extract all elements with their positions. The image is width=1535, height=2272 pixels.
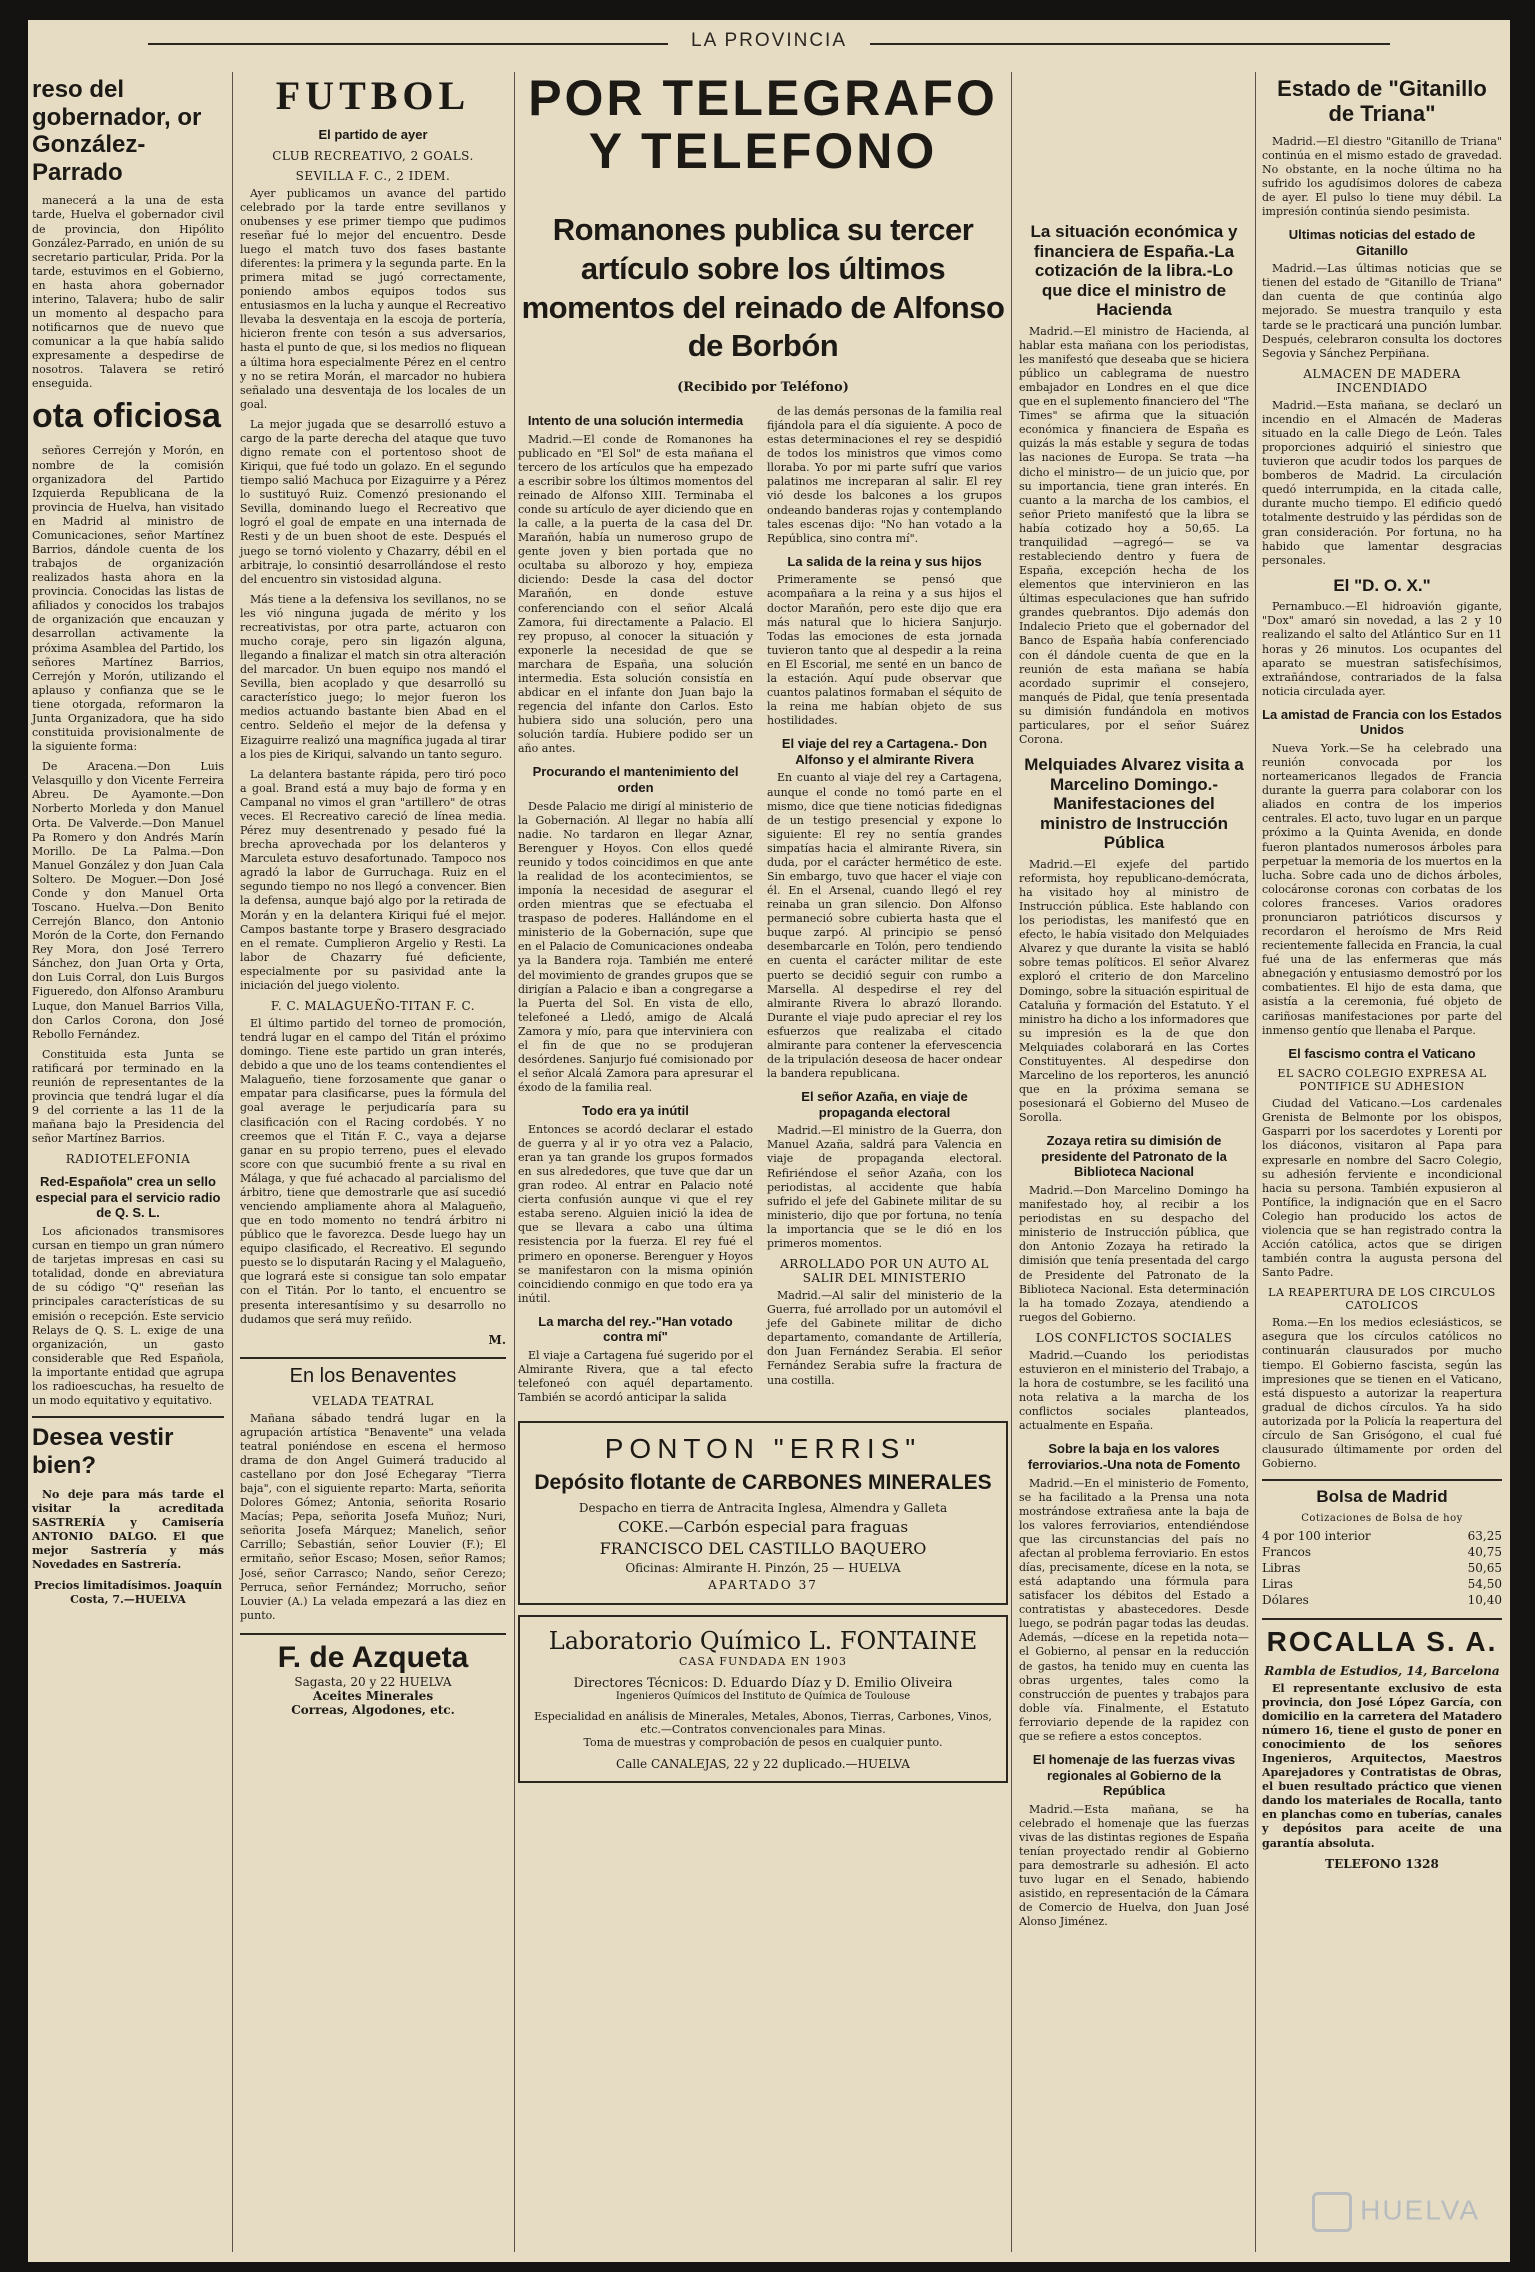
bolsa-table [1262, 1528, 1502, 1608]
marcha-text: El viaje a Cartagena fué sugerido por el Almirante Rivera, que a tal efecto telefoneó con aquél departamento. También se acordó anticipar la salida [518, 1349, 753, 1405]
archive-emblem-icon [1312, 2192, 1352, 2232]
intento-text: Madrid.—El conde de Romanones ha publicado en "El Sol" de esta mañana el tercero de los artículos que ha empezado a escribir sobre los últimos momentos del reinado de Alfonso XIII. Terminaba el conde su artículo de ayer diciendo que en la calle, a la puerta de la casa del Dr. Marañón, había un numeroso grupo de gente joven y bien portada que no ocultaba su alborozo y hoy, empieza diciendo: Desde la casa del doctor Marañón, en donde estuve conferenciando con el señor Alcalá Zamora, fui directamente a Palacio. El rey propuso, al conocer la situación y exponerle la necesidad de que se marchara de España, una solución intermedia. Esta solución consistía en abdicar en el infante don Juan bajo la regencia del infante don Carlos. Esto hubiera sido una solución, pero una solución tardía. Hubiere podido ser un año antes. [518, 432, 753, 756]
fontaine-special2: Toma de muestras y comprobación de pesos en cualquier punto. [583, 1736, 943, 1750]
arrollado-text: Madrid.—Al salir del ministerio de la Guerra, fué arrollado por un automóvil el jefe del Gabinete militar de dicho departamento, comandante de Artillería, don Juan Fernández Serabia. El señor Fernández Serabia sufre la fractura de una costilla. [767, 1289, 1002, 1387]
viaje-heading: El viaje del rey a Cartagena.- Don Alfonso y el almirante Rivera [781, 736, 988, 767]
futbol-text-4: La delantera bastante rápida, pero tiró poco a goal. Brand está a muy bajo de forma y en Campanal no vimos el gran "artillero" de otras veces. El Recreativo careció de línea media. Pérez muy desentrenado y pesado fué la brecha aprovechada por los delanteros y Marculeta estuvo desafortunado. Tampoco nos agradó la labor de Gurruchaga. Ruiz en el segundo tiempo no nos llegó a convencer. Bien la defensa, aunque bajó algo por la retirada de Morán y en la delantera Kiriqui fué el mejor. Campos bastante torpe y Brasero desgraciado en el remate. Cumplieron Argelio y Resti. La labor de Chazarry fué deficiente, especialmente por su pasividad ante la iniciación del juego violento. [240, 767, 506, 992]
azqueta-address: Sagasta, 20 y 22 HUELVA [294, 1674, 452, 1689]
dox-text: Pernambuco.—El hidroavión gigante, "Dox" amaró sin novedad, a las 2 y 10 realizando el salto del Atlántico Sur en 11 horas y 26 minutos. Los ocupantes del aparato se muestran satisfechísimos, extrañándose, contrariados de la falsa noticia circulada ayer. [1262, 600, 1502, 698]
todo-inutil-text: Entonces se acordó declarar el estado de guerra y al ir yo otra vez a Palacio, eran ya tan grande los grupos formados en sus alrededores, que tuve que dar un gran rodeo. Al entrar en Palacio noté cierta confusión aunque vi que el rey estaba sereno. Alguien inició la idea de que se llevara a cabo una última resistencia por la fuerza. El rey fué el primero en oponerse. Berenguer y Hoyos se manifestaron con la misma opinión coincidiendo conmigo en que todo era ya inútil. [518, 1122, 753, 1305]
almacen-text: Madrid.—Esta mañana, se declaró un incendio en el Almacén de Maderas situado en la calle Diego de León. Tales proporciones adquirió el siniestro que tuvieron que acudir todos los parques de bomberos de Madrid. La circulación quedó interrumpida, en la citada calle, durante mucho tiempo. El edificio quedó totalmente destruido y las pérdidas son de gran consideración. Por fortuna, no ha habido que lamentar desgracias personales. [1262, 398, 1502, 567]
radio-section-label: RADIOTELEFONIA [65, 1152, 191, 1167]
column-2 [236, 72, 510, 2252]
column-rule [1255, 72, 1256, 2252]
situacion-text: Madrid.—El ministro de Hacienda, al hablar esta mañana con los periodistas, les manifestó que deseaba que se hiciera público un cablegrama de nuestro embajador en Londres en el que dice que en el suplemento financiero del "The Times" se afirma que la situación económica y financiera de España es quizás la más estable y segura de todas las naciones de Europa. Se trata —ha dicho el ministro— de un juicio que, por su importancia, tiene gran interés. En cuanto a la marcha de los cambios, el señor Prieto manifestó que la libra se había cotizado hoy a 50,65. La tranquilidad —agregó— se va restableciendo dentro y fuera de España, excepción hecha de los elementos que intervinieron en las últimas especulaciones que han sufrido grandes quebrantos. Dijo además don Indalecio Prieto que el gobernador del Banco de España había conferenciado con él dándole cuenta de que en la reunión de esta mañana se había acordado suprimir el consejero, manqués de Pidal, que tenía presentada su dimisión fundándola en motivos particulares, por el señor Suárez Corona. [1019, 324, 1249, 746]
fontaine-title: Laboratorio Químico L. FONTAINE [548, 1627, 978, 1656]
situacion-headline: La situación económica y financiera de España.-La cotización de la libra.-Lo que dice el ministro de Hacienda [1030, 222, 1238, 320]
benaventes-title: En los Benaventes [240, 1357, 506, 1388]
almacen-heading: ALMACEN DE MADERA INCENDIADO [1303, 366, 1461, 395]
fontaine-special1: Especialidad en análisis de Minerales, Metales, Abonos, Tierras, Carbones, Vinos, etc.—Contratos convencionales para Minas. [534, 1710, 992, 1737]
column-3 [518, 72, 1008, 2252]
table-row: Liras 54,50 [1262, 1576, 1502, 1591]
ponton-line1: Despacho en tierra de Antracita Inglesa, Almendra y Galleta [578, 1501, 948, 1516]
signature: M. [488, 1332, 506, 1347]
recibido-label: (Recibido por Teléfono) [677, 380, 849, 395]
reapertura-text: Roma.—En los medios eclesiásticos, se asegura que los círculos católicos no continuarán clausurados por mucho tiempo. El Gobierno fascista, según las impresiones que se tienen en el Vaticano, está dispuesto a autorizar la reapertura gradual de dichos círculos. Ya ha sido autorizada por la Policía la reapertura del círculo de San Grisógono, el cual fué clausurado últimamente por orden del Gobierno. [1262, 1316, 1502, 1471]
procurando-text: Desde Palacio me dirigí al ministerio de la Gobernación. Al llegar no había allí nadie. No tardaron en llegar Aznar, Berenguer y Hoyos. Con ellos quedé reunido y todos coincidimos en que ante la realidad de los acontecimientos, se imponía la necesidad de asegurar el orden mientras que se efectuaba el traspaso de poderes. Hallándome en el ministerio de la Gobernación, supe que en el Palacio de Comunicaciones ondeaba ya la Bandera roja. También me enteré del movimiento de grandes grupos que se dirigían a Palacio e iban a congregarse a la Puerta del Sol. En vista de ello, telefoneé a Lledó, amigo de Alcalá Zamora y mío, para que interviniera con el fin de que no se produjeran desórdenes. Sanjurjo fué comisionado por el señor Alcalá Zamora para apresurar el éxodo de la familia real. [518, 799, 753, 1095]
score-recreativo: CLUB RECREATIVO, 2 GOALS. [272, 148, 474, 163]
velada-subtitle: VELADA TEATRAL [312, 1393, 434, 1408]
francia-text: Nueva York.—Se ha celebrado una reunión convocada por los norteamericanos llegados de Francia durante la guerra para colaborar con los aliados en contra de los imperios centrales. El acto, tuvo lugar en un parque próximo a la Quinta Avenida, en donde fueron plantados numerosos árboles para perpetuar la memoria de los muertos en la lucha. Sobre cada uno de dichos árboles, colocáronse coronas con corbatas de los colores franceses. Varios oradores pronunciaron patrióticos discursos y recordaron el heroísmo de Mrs Reid recientemente fallecida en Francia, la cual fué una de las enfermeras que más abnegación y entusiasmo demostró por los combatientes. El hijo de esta dama, que asistía a la ceremonia, fué objeto de cariñosas manifestaciones por parte del inmenso gentío que llenaba el Parque. [1262, 742, 1502, 1037]
romanones-headline: Romanones publica su tercer artículo sobre los últimos momentos del reinado de Alfonso de Borbón [521, 212, 1005, 364]
radio-text: Los aficionados transmisores cursan en tiempo un gran número de tarjetas impresas en casi su totalidad, donde en abreviatura de su código "Q" reseñan las principales características de su emisión o recepción. Este servicio Relays de Q. S. L. exige de una organización, un gasto considerable que Red Española, la importante entidad que agrupa los radioescuchas, ha resuelto de un modo equitativo y equitativo. [32, 1225, 224, 1408]
rocalla-telefono: TELEFONO 1328 [1325, 1856, 1439, 1871]
melquiades-text: Madrid.—El exjefe del partido reformista, hoy republicano-demócrata, ha visitado hoy al ministro de Instrucción pública. Este hablando con los periodistas, les manifestó que en efecto, le había visitado don Melquiades Alvarez y que durante la visita se habló sobre temas políticos. El señor Alvarez exploró el criterio de don Marcelino Domingo, sobre la situación espiritual de Cataluña y formación del Estatuto. Y el ministro ha dicho a los informadores que su impresión es la de que don Melquiades colaborará en las Cortes Constituyentes. Al despedirse don Marcelino de los reporteros, les anunció que en la próxima semana se posesionará el Gobierno del Museo de Sorolla. [1019, 857, 1249, 1125]
futbol-text-3: Más tiene a la defensiva los sevillanos, no se les vió ninguna jugada de mérito y los recreativistas, por otra parte, actuaron con mucho coraje, pero sin ligazón alguna, llegando a finalizar el match sin otra alteración del marcador. Un buen equipo nos mandó el Sevilla, bien acoplado y que desarrolló su característico juego; lo mejor fueron los medios actuando bastante bien Abad en el centro. Seldeño el mejor de la defensa y Eizaguirre realizó una magnífica jugada al tirar a los pies de Kiriqui, salvando un tanto seguro. [240, 592, 506, 761]
column-1 [28, 72, 228, 2252]
salida-text: Primeramente se pensó que acompañara a la reina y a sus hijos el doctor Marañón, pero este dijo que era más natural que lo hiciera Sanjurjo. Todas las emociones de esta jornada tuvieron tanto que al despedir a la reina en El Escorial, me senté en un banco de la estación. Aquí pude observar que cuantos palatinos formaban el séquito de la reina me habían objeto de sus hostilidades. [767, 573, 1002, 728]
score-sevilla: SEVILLA F. C., 2 IDEM. [295, 168, 451, 183]
azana-heading: El señor Azaña, en viaje de propaganda electoral [801, 1089, 968, 1120]
baja-text: Madrid.—En el ministerio de Fomento, se ha facilitado a la Prensa una nota mostrándose extrañesa ante la baja de los valores ferroviarios, entendiéndose que las circunstancias del país no afectan al problema ferroviario. En estos días, precisamente, dícese en la nota, se está adaptando una fórmula para satisfacer los débitos del Estado a contratistas y abastecedores. Desde luego, se podrán pagar todas las deudas. Además, —dícese en la repetida nota— el Gobierno, al pensar en la reducción de gastos, ha tenido muy en cuenta las obras urgentes, tales como la construcción de puentes y trabajos para doble vía. Finalmente, el Estatuto ferroviario depende de la rapidez con que se refiere a estos conceptos. [1019, 1476, 1249, 1743]
table-row: Dólares 10,40 [1262, 1592, 1502, 1607]
column-4 [1015, 72, 1253, 2252]
column-rule [514, 72, 515, 2252]
archive-watermark [1312, 2192, 1480, 2232]
ponton-erris-ad [518, 1421, 1008, 1605]
homenaje-headline: El homenaje de las fuerzas vivas regionales al Gobierno de la República [1032, 1752, 1236, 1799]
fascismo-text: Ciudad del Vaticano.—Los cardenales Grenista de Belmonte por los obispos, Gasparri por los sacerdotes y Lorenti por los diáconos, visitaron al Papa para expresarle en nombre del Sacro Colegio, su adhesión ferviente e incondicional hacia su persona. También expusieron al Pontífice, la indignación que en el Sacro Colegio han producido los actos de violencia que se han registrado contra la Acción católica, actos que se dirigen también contra la augusta persona del Santo Padre. [1262, 1097, 1502, 1280]
marcha-heading: La marcha del rey.-"Han votado contra mí" [538, 1313, 733, 1345]
azqueta-line1: Aceites Minerales [312, 1688, 434, 1703]
azqueta-ad [240, 1633, 506, 1717]
intento-heading: Intento de una solución intermedia [527, 413, 744, 428]
table-row: Libras 50,65 [1262, 1560, 1502, 1575]
fascismo-headline: El fascismo contra el Vaticano [1288, 1045, 1476, 1061]
fontaine-address: Calle CANALEJAS, 22 y 22 duplicado.—HUELVA [616, 1757, 910, 1772]
francia-headline: La amistad de Francia con los Estados Unidos [1262, 706, 1502, 738]
viaje-text: En cuanto al viaje del rey a Cartagena, aunque el conde no tomó parte en el mismo, dice que tiene noticias fidedignas de un testigo presencial y expone lo siguiente: El rey no sentía grandes simpatías hacia el almirante Rivera, sin duda, por el carácter hermético de este. Sin embargo, tuvo que hacer el viaje con él. En el Arsenal, cuando llegó el rey reinaba un gran silencio. Don Alfonso permaneció sobre cubierta hasta que el buque zarpó. Al principio se pensó desembarcarle en Tolón, pero tendiendo en cuenta el carácter militar de este puerto se decidió seguir con rumbo a Marsella. Al despedirse el rey del almirante Rivera lo abrazó llorando. Durante el viaje pudo apreciar el rey los esfuerzos que realizaba el citado almirante para contener la efervescencia de la tripulación deseosa de hacer ondear la bandera republicana. [767, 771, 1002, 1081]
radio-headline: Red-Española" crea un sello especial para el servicio radio de Q. S. L. [35, 1174, 221, 1221]
column-rule [232, 72, 233, 2252]
futbol-text-1: Ayer publicamos un avance del partido celebrado por la tarde entre sevillanos y onubenses y ese primer tiempo que pudimos reseñar fué lo mejor del encuentro. Desde luego el match tuvo dos fases bastante diferentes: la primera y la segunda parte. En la primera mitad se jugó correctamente, poniendo ambos equipos todos sus entusiasmos en la lucha y aunque el Recreativo llevaba la desventaja en la escoja de portería, hicieron frente con tesón a sus adversarios, hasta el punto de que, si los medios no fliquean a última hora especialmente Pérez en el centro y no se retira Morán, el marcador no hubiera señalado una desventaja de los locales de un goal. [240, 186, 506, 411]
masthead: LA PROVINCIA [28, 30, 1510, 58]
azana-text: Madrid.—El ministro de la Guerra, don Manuel Azaña, saldrá para Valencia en viaje de propaganda electoral. Refiriéndose el señor Azaña, con los periodistas, al accidente que había sufrido el jefe del Gabinete militar de su ministerio, dijo que por fortuna, no tenía la importancia que se le dió en los primeros momentos. [767, 1124, 1002, 1250]
futbol-text-2: La mejor jugada que se desarrolló estuvo a cargo de la parte derecha del ataque que tuvo digno remate con el portentoso shoot de Kiriqui, que fué todo un golazo. En el segundo tiempo salió Machuca por Eizaguirre y a Pérez lo sustituyó Ruiz. Comenzó presionando el Sevilla, dominando luego el Recreativo que logró el goal de empate en una internada de Resti y de un buen shoot de este. Después el juego se tornó violento y Chazarry, débil en el arbitraje, lo consintió desarrollándose el resto del encuentro sin vistosidad alguna. [240, 417, 506, 586]
ultimas-headline: Ultimas noticias del estado de Gitanillo [1288, 227, 1476, 258]
reapertura-heading: LA REAPERTURA DE LOS CIRCULOS CATOLICOS [1268, 1286, 1496, 1313]
table-row: 4 por 100 interior 63,25 [1262, 1528, 1502, 1543]
dox-headline: El "D. O. X." [1333, 575, 1431, 595]
azqueta-brand: F. de Azqueta [277, 1640, 469, 1674]
azqueta-line2: Correas, Algodones, etc. [291, 1702, 455, 1717]
nota-oficiosa-end: Constituida esta Junta se ratificará por terminado en la reunión de representantes de la provincia que tendrá lugar el día 9 del corriente a las 11 de la mañana bajo la Presidencia del señor Martínez Barrios. [32, 1047, 224, 1146]
bolsa-subheading: Cotizaciones de Bolsa de hoy [1301, 1512, 1463, 1524]
subcolumn-left [518, 405, 753, 1411]
gobernador-headline: reso del gobernador, or González-Parrado [32, 76, 202, 186]
newspaper-page [28, 20, 1510, 2262]
gobernador-text: manecerá a la una de esta tarde, Huelva el gobernador civil de provincia, don Hipólito González-Parrado, en unión de su secretario particular, Prida. Por la tarde, estuvimos en el Gobierno, en hasta ahora gobernador interino, Talavera; hubo de salir un momento al despacho para notificarnos que de nuevo que comunicar a la que había salido expresamente a despedirse de nosotros. Talavera se retiró enseguida. [32, 194, 224, 391]
vestir-ad-footer: Precios limitadísimos. Joaquín Costa, 7.—HUELVA [33, 1578, 223, 1606]
vestir-ad-title: Desea vestir bien? [32, 1416, 224, 1480]
procurando-heading: Procurando el mantenimiento del orden [532, 764, 739, 795]
ponton-title: PONTON "ERRIS" [604, 1433, 922, 1465]
ponton-owner: FRANCISCO DEL CASTILLO BAQUERO [599, 1539, 927, 1559]
watermark-text: HUELVA [1360, 2194, 1480, 2226]
futbol-title: FUTBOL [275, 73, 471, 118]
conflictos-text: Madrid.—Cuando los periodistas estuvieron en el ministerio del Trabajo, a la hora de costumbre, se les facilitó una nota relativa a la marcha de los conflictos sociales planteados, actualmente en España. [1019, 1348, 1249, 1433]
partido-heading: El partido de ayer [318, 127, 428, 142]
fontaine-ad [518, 1615, 1008, 1783]
column-rule [1011, 72, 1012, 2252]
homenaje-text: Madrid.—Esta mañana, se ha celebrado el homenaje que las fuerzas vivas de las distintas regiones de España tenían proyectado rendir al Gobierno para demostrarle su adhesión. El acto tuvo lugar en el Senado, habiendo asistido, en representación de la Cámara de Comercio de Huelva, don Juan José Alonso Jiménez. [1019, 1802, 1249, 1929]
fascismo-subheading: EL SACRO COLEGIO EXPRESA AL PONTIFICE SU ADHESION [1277, 1067, 1487, 1094]
fontaine-ingenieros: Ingenieros Químicos del Instituto de Química de Toulouse [615, 1691, 911, 1703]
nota-oficiosa-text: señores Cerrejón y Morón, en nombre de la comisión organizadora del Partido Izquierda Republicana de la provincia de Huelva, han visitado en Madrid al ministro de Comunicaciones, señor Martínez Barrios, dándole cuenta de los trabajos de organización realizados hasta ahora en la provincia. Conocidas las listas de afiliados y conocidos los trabajos de organización que encauzan y desarrollan activamente la próxima Asamblea del Partido, los señores Martínez Barrios, Cerrejón y Morón, utilizando el aplauso y confianza que se le tiene otorgada, reformaron la Junta Organizadora, que ha sido constituida provisionalmente de la siguiente forma: [32, 444, 224, 754]
rocalla-address: Rambla de Estudios, 14, Barcelona [1264, 1663, 1500, 1678]
zozaya-headline: Zozaya retira su dimisión de presidente del Patronato de la Biblioteca Nacional [1041, 1133, 1227, 1180]
fontaine-founded: CASA FUNDADA EN 1903 [678, 1655, 848, 1669]
gitanillo-headline: Estado de "Gitanillo de Triana" [1277, 76, 1487, 127]
melquiades-headline: Melquiades Alvarez visita a Marcelino Domingo.-Manifestaciones del ministro de Instrucción Pública [1024, 755, 1244, 853]
vestir-ad-text: No deje para más tarde el visitar la acreditada SASTRERÍA y Camisería ANTONIO DALGO. El que mejor Sastrería y más Novedades en Sastrería. [32, 1488, 224, 1572]
y-telefono-title: Y TELEFONO [588, 122, 938, 179]
table-row: Francos 40,75 [1262, 1544, 1502, 1559]
todo-inutil-heading: Todo era ya inútil [582, 1103, 689, 1119]
nota-oficiosa-list: De Aracena.—Don Luis Velasquillo y don Vicente Ferreira Abreu. De Ayamonte.—Don Norberto Morleda y don Manuel Orta. De Valverde.—Don Manuel Pa Romero y don Andrés Marín Morillo. De La Palma.—Don Manuel González y don Juan Cala Soltero. De Moguer.—Don José Conde y don Manuel Orta Toscano. Huelva.—Don Benito Cerrejón Blanco, don Antonio Morón de la Corte, don Fernando Rey Mora, don José Terrero Sánchez, don Juan Orta y Orta, don Luis Corral, don Luis Burgos Figueredo, don Alfonso Aramburu Luque, don Manuel Barrios Villa, don Carlos Corona, don José Rebollo Fernández. [32, 760, 224, 1041]
malagueno-text: El último partido del torneo de promoción, tendrá lugar en el campo del Titán el próximo domingo. Tiene este partido un gran interés, debido a que uno de los teams contendientes el Malagueño, tiene forzosamente que ganar o empatar para clasificarse, pues la fórmula del goal average le perjudicaría para su clasificación con el Racing cordobés. Y no creemos que el Titán F. C., vaya a dejarse ganar en su propio terreno, pues el elevado score con que sucumbió frente a su rival en Málaga, y que fué achacado al parcialismo del árbitro, tiene que demostrarle que así sucedió venciendo ampliamente ahora al Malagueño, que en todo momento no tendrá árbitro ni público que le favorezca. Desde luego hay un equipo clasificado, el Recreativo. El segundo puesto se lo disputarán Racing y el Malagueño, que logrará este si consigue tan solo empatar con el Titán. Por lo tanto, el encuentro se presenta interesantísimo y su desarrollo no dudamos que será muy reñido. [240, 1016, 506, 1326]
conflictos-heading: LOS CONFLICTOS SOCIALES [1035, 1330, 1233, 1345]
baja-headline: Sobre la baja en los valores ferroviarios.-Una nota de Fomento [1027, 1441, 1241, 1472]
ponton-line2: COKE.—Carbón especial para fraguas [617, 1518, 909, 1537]
arrollado-heading: ARROLLADO POR UN AUTO AL SALIR DEL MINISTERIO [780, 1257, 989, 1286]
rocalla-text: El representante exclusivo de esta provincia, don José López García, con domicilio en la carretera del Matadero número 16, tiene el gusto de poner en conocimiento de los señores Ingenieros, Arquitectos, Maestros Aparejadores y Contratistas de Obras, el buen resultado práctico que vienen dando los materiales de Rocalla, tanto en planchas como en tuberías, canales y depósitos para aceite de una garantía absoluta. [1262, 1681, 1502, 1850]
ponton-subtitle: Depósito flotante de CARBONES MINERALES [534, 1471, 992, 1495]
subcolumn-right [767, 405, 1002, 1394]
nota-oficiosa-title: ota oficiosa [32, 397, 221, 436]
bolsa-headline: Bolsa de Madrid [1262, 1479, 1502, 1507]
ponton-apartado: APARTADO 37 [708, 1578, 818, 1593]
benaventes-text: Mañana sábado tendrá lugar en la agrupación artística "Benavente" una velada teatral poniéndose en escena el hermoso drama de don Angel Guimerá traducido al castellano por don José Echegaray "Tierra baja", con el siguiente reparto: Marta, señorita Dolores Gómez; Antonia, señorita Rosario Macías; Pepa, señorita Josefa Muñoz; Nuri, señorita Josefa Márquez; Manelich, señor Carrillo; Sebastián, señor Louvier (F.); El ermitaño, señor Escaso; Mosen, señor Ramos; José, señor Carrasco; Nando, señor Cerezo; Perruca, señor Fernández; Morrucho, señor Louvier (A.) La velada empezará a las diez en punto. [240, 1411, 506, 1622]
gitanillo-text: Madrid.—El diestro "Gitanillo de Triana" continúa en el mismo estado de gravedad. No obstante, en la noche última no ha sufrido los agudísimos dolores de cabeza de ayer. El pulso lo tiene muy débil. La impresión continúa siendo pesimista. [1262, 134, 1502, 218]
ultimas-text: Madrid.—Las últimas noticias que se tienen del estado de "Gitanillo de Triana" dan cuenta de que continúa algo mejorado. Se muestra tranquilo y esta tarde se le practicará una punción lumbar. Después, celebraron consulta los doctores Segovia y Sánchez Perpiñana. [1262, 262, 1502, 360]
rocalla-title: ROCALLA S. A. [1262, 1618, 1502, 1658]
zozaya-text: Madrid.—Don Marcelino Domingo ha manifestado hoy, al recibir a los periodistas en su despacho del ministerio de Instrucción pública, que don Antonio Zozaya ha retirado la dimisión que tenía presentada del cargo de Presidente del Patronato de la Biblioteca Nacional. Esta determinación la ha tomado Zozaya, atendiendo a ruegos del Gobierno. [1019, 1184, 1249, 1324]
familia-real-text: de las demás personas de la familia real fijándola para el día siguiente. A poco de estas determinaciones el rey se despidió de todos los ministros que vimos como lloraba. Yo por mi parte sufrí que varios palatinos me increparan al salir. El rey vió desde los balcones a los grupos ondeando banderas rojas y contemplando tales escenas dijo: "No han votado a la República, sino contra mí". [767, 405, 1002, 545]
ponton-office: Oficinas: Almirante H. Pinzón, 25 — HUELVA [625, 1561, 901, 1576]
column-5 [1258, 72, 1506, 2252]
malagueno-heading: F. C. MALAGUEÑO-TITAN F. C. [270, 998, 476, 1013]
por-telegrafo-title: POR TELEGRAFO [528, 72, 998, 126]
salida-heading: La salida de la reina y sus hijos [787, 553, 982, 569]
fontaine-directors: Directores Técnicos: D. Eduardo Díaz y D. Emilio Oliveira [573, 1676, 953, 1692]
